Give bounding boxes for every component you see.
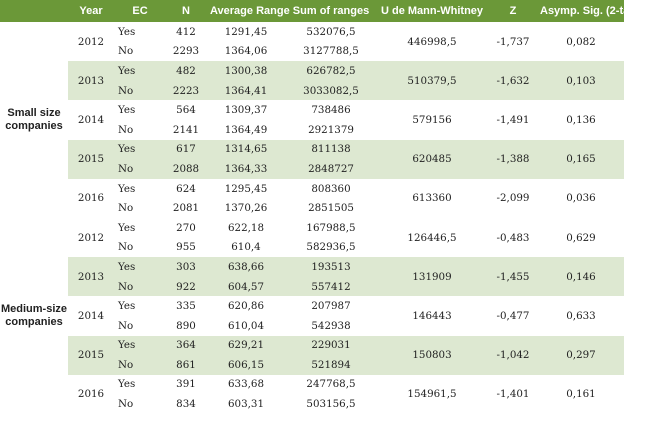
header-u-mann-whitney: U de Mann-Whitney xyxy=(376,0,488,22)
ec-cell: Yes xyxy=(118,221,136,234)
year-cell: 2014 xyxy=(77,113,105,126)
sum-of-ranges-cell: 2921379 xyxy=(308,123,354,136)
ec-cell: Yes xyxy=(118,104,136,117)
average-range-cell: 1314,65 xyxy=(206,140,286,160)
u-statistic-cell: 150803 xyxy=(376,336,488,375)
table-row xyxy=(0,296,624,316)
sum-of-ranges-cell: 2851505 xyxy=(308,202,354,215)
ec-cell: No xyxy=(114,277,166,297)
n-cell: 2081 xyxy=(172,202,200,215)
table-row xyxy=(0,257,624,277)
ec-cell: No xyxy=(118,241,134,254)
ec-cell: No xyxy=(118,45,134,58)
sum-of-ranges-cell: 3033082,5 xyxy=(286,81,376,101)
n-cell: 955 xyxy=(176,241,196,254)
year-cell: 2012 xyxy=(77,35,105,48)
n-cell: 364 xyxy=(166,336,206,356)
asymp-sig-cell: 0,103 xyxy=(538,61,624,100)
ec-cell: No xyxy=(118,202,134,215)
table-row xyxy=(0,22,624,42)
ec-cell: Yes xyxy=(118,378,136,391)
header-row xyxy=(0,0,624,22)
u-statistic-cell: 613360 xyxy=(412,192,452,205)
sum-of-ranges-cell: 167988,5 xyxy=(306,221,356,234)
average-range-cell: 1364,33 xyxy=(206,159,286,179)
u-statistic-cell: 146443 xyxy=(412,309,452,322)
average-range-cell: 633,68 xyxy=(227,378,265,391)
z-cell: -1,737 xyxy=(496,35,530,48)
n-cell: 922 xyxy=(166,277,206,297)
table-row xyxy=(0,375,624,395)
year-cell: 2016 xyxy=(77,388,105,401)
n-cell: 564 xyxy=(176,104,196,117)
table-row xyxy=(0,336,624,356)
ec-cell: No xyxy=(114,81,166,101)
n-cell: 335 xyxy=(176,300,196,313)
n-cell: 482 xyxy=(166,61,206,81)
average-range-cell: 1364,49 xyxy=(224,123,268,136)
average-range-cell: 610,4 xyxy=(231,241,261,254)
z-cell: -1,388 xyxy=(488,140,538,179)
sum-of-ranges-cell: 542938 xyxy=(311,319,351,332)
year-cell: 2015 xyxy=(68,336,114,375)
sum-of-ranges-cell: 3127788,5 xyxy=(303,45,359,58)
sum-of-ranges-cell: 557412 xyxy=(286,277,376,297)
n-cell: 270 xyxy=(176,221,196,234)
sum-of-ranges-cell: 207987 xyxy=(311,300,351,313)
n-cell: 2141 xyxy=(172,123,200,136)
n-cell: 624 xyxy=(176,182,196,195)
z-cell: -1,455 xyxy=(488,257,538,296)
year-cell: 2015 xyxy=(68,140,114,179)
average-range-cell: 620,86 xyxy=(227,300,265,313)
n-cell: 2293 xyxy=(172,45,200,58)
u-statistic-cell: 579156 xyxy=(412,113,452,126)
u-statistic-cell: 131909 xyxy=(376,257,488,296)
average-range-cell: 1295,45 xyxy=(224,182,268,195)
table-body xyxy=(0,22,624,414)
z-cell: -1,491 xyxy=(496,113,530,126)
average-range-cell: 1291,45 xyxy=(224,25,268,38)
ec-cell: No xyxy=(114,159,166,179)
ec-cell: Yes xyxy=(114,140,166,160)
n-cell: 2223 xyxy=(166,81,206,101)
ec-cell: Yes xyxy=(118,25,136,38)
n-cell: 303 xyxy=(166,257,206,277)
header-asymp-sig: Asymp. Sig. (2-tailed xyxy=(538,0,624,22)
z-cell: -0,483 xyxy=(496,231,530,244)
average-range-cell: 610,04 xyxy=(227,319,265,332)
ec-cell: Yes xyxy=(118,300,136,313)
ec-cell: No xyxy=(118,319,134,332)
u-statistic-cell: 620485 xyxy=(376,140,488,179)
table-row xyxy=(0,100,624,120)
z-cell: -0,477 xyxy=(496,309,530,322)
asymp-sig-cell: 0,136 xyxy=(566,113,596,126)
n-cell: 2088 xyxy=(166,159,206,179)
sum-of-ranges-cell: 193513 xyxy=(286,257,376,277)
average-range-cell: 603,31 xyxy=(227,398,265,411)
n-cell: 412 xyxy=(176,25,196,38)
ec-cell: Yes xyxy=(118,182,136,195)
sum-of-ranges-cell: 2848727 xyxy=(286,159,376,179)
header-n: N xyxy=(166,0,206,22)
u-statistic-cell: 126446,5 xyxy=(407,231,457,244)
average-range-cell: 606,15 xyxy=(206,355,286,375)
z-cell: -2,099 xyxy=(496,192,530,205)
average-range-cell: 638,66 xyxy=(206,257,286,277)
sum-of-ranges-cell: 229031 xyxy=(286,336,376,356)
z-cell: -1,042 xyxy=(488,336,538,375)
ec-cell: Yes xyxy=(114,336,166,356)
z-cell: -1,632 xyxy=(488,61,538,100)
year-cell: 2013 xyxy=(68,257,114,296)
header-average-range: Average Range xyxy=(206,0,286,22)
asymp-sig-cell: 0,297 xyxy=(538,336,624,375)
company-size-label: Small size companies xyxy=(0,22,68,218)
table-row xyxy=(0,140,624,160)
asymp-sig-cell: 0,629 xyxy=(566,231,596,244)
n-cell: 890 xyxy=(176,319,196,332)
average-range-cell: 622,18 xyxy=(227,221,265,234)
asymp-sig-cell: 0,146 xyxy=(538,257,624,296)
sum-of-ranges-cell: 738486 xyxy=(311,104,351,117)
asymp-sig-cell: 0,165 xyxy=(538,140,624,179)
average-range-cell: 1300,38 xyxy=(206,61,286,81)
corner-cell xyxy=(0,0,68,22)
ec-cell: Yes xyxy=(114,257,166,277)
asymp-sig-cell: 0,633 xyxy=(566,309,596,322)
ec-cell: No xyxy=(114,355,166,375)
year-cell: 2012 xyxy=(77,231,105,244)
average-range-cell: 1364,06 xyxy=(224,45,268,58)
average-range-cell: 629,21 xyxy=(206,336,286,356)
header-year: Year xyxy=(68,0,114,22)
z-cell: -1,401 xyxy=(496,388,530,401)
sum-of-ranges-cell: 626782,5 xyxy=(286,61,376,81)
n-cell: 834 xyxy=(176,398,196,411)
u-statistic-cell: 446998,5 xyxy=(407,35,457,48)
year-cell: 2016 xyxy=(77,192,105,205)
u-statistic-cell: 510379,5 xyxy=(376,61,488,100)
n-cell: 617 xyxy=(166,140,206,160)
sum-of-ranges-cell: 247768,5 xyxy=(306,378,356,391)
header-sum-of-ranges: Sum of ranges xyxy=(286,0,376,22)
asymp-sig-cell: 0,161 xyxy=(566,388,596,401)
asymp-sig-cell: 0,036 xyxy=(566,192,596,205)
sum-of-ranges-cell: 582936,5 xyxy=(306,241,356,254)
year-cell: 2014 xyxy=(77,309,105,322)
average-range-cell: 1364,41 xyxy=(206,81,286,101)
company-size-label: Medium-size companies xyxy=(0,218,68,414)
sum-of-ranges-cell: 521894 xyxy=(286,355,376,375)
sum-of-ranges-cell: 532076,5 xyxy=(306,25,356,38)
u-statistic-cell: 154961,5 xyxy=(407,388,457,401)
header-z: Z xyxy=(488,0,538,22)
sum-of-ranges-cell: 503156,5 xyxy=(306,398,356,411)
sum-of-ranges-cell: 811138 xyxy=(286,140,376,160)
asymp-sig-cell: 0,082 xyxy=(566,35,596,48)
year-cell: 2013 xyxy=(68,61,114,100)
n-cell: 391 xyxy=(176,378,196,391)
ec-cell: Yes xyxy=(114,61,166,81)
table-row xyxy=(0,218,624,238)
n-cell: 861 xyxy=(166,355,206,375)
average-range-cell: 1370,26 xyxy=(224,202,268,215)
ec-cell: No xyxy=(118,123,134,136)
sum-of-ranges-cell: 808360 xyxy=(311,182,351,195)
table-row xyxy=(0,179,624,199)
table-row xyxy=(0,61,624,81)
average-range-cell: 1309,37 xyxy=(224,104,268,117)
average-range-cell: 604,57 xyxy=(206,277,286,297)
ec-cell: No xyxy=(118,398,134,411)
header-ec: EC xyxy=(114,0,166,22)
